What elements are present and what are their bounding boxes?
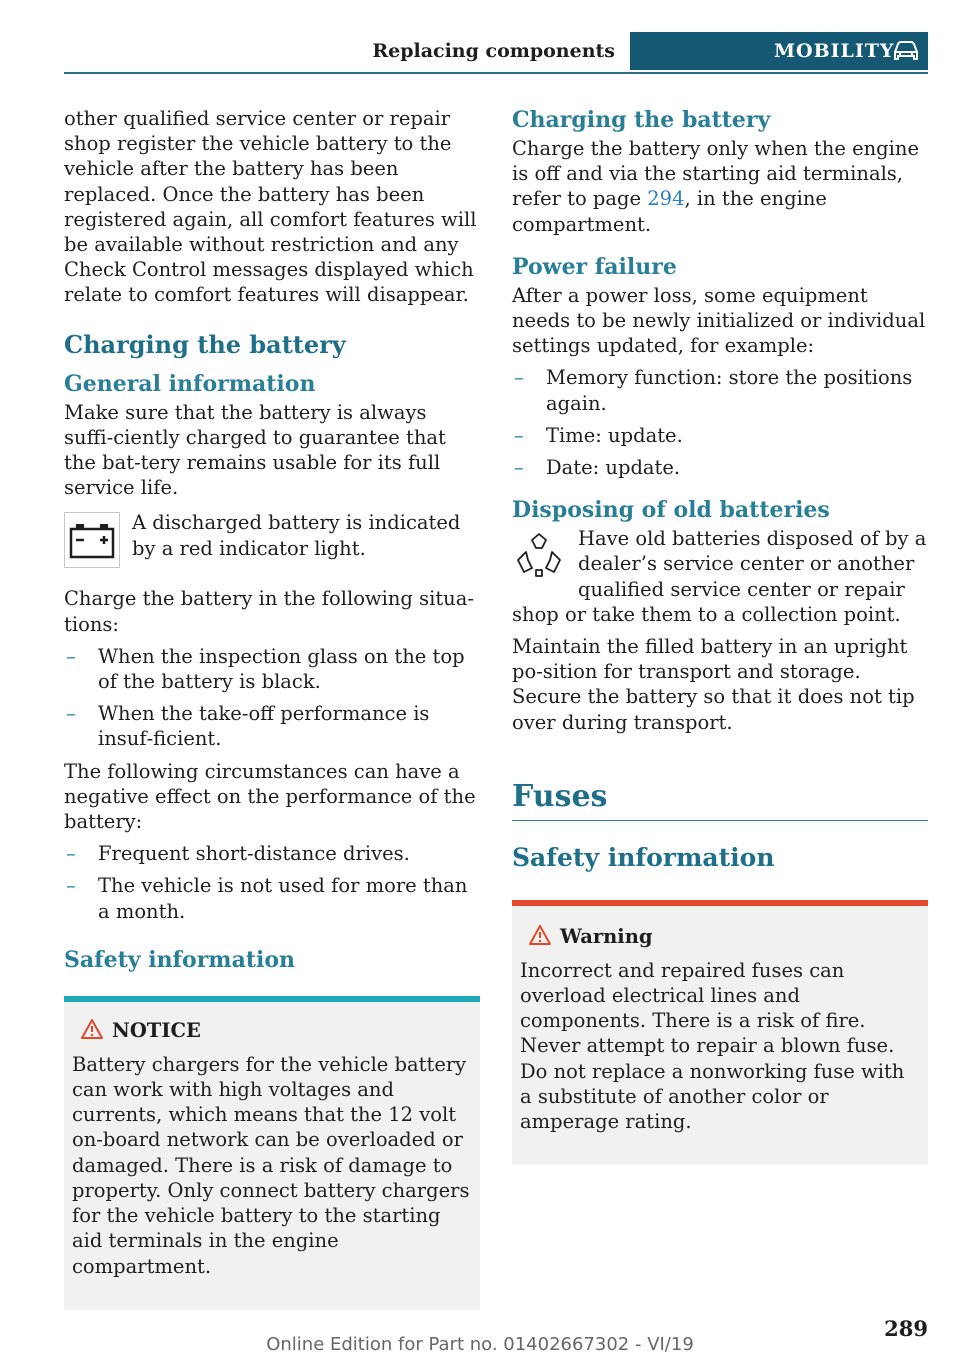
warning-triangle-icon <box>80 1018 104 1044</box>
chapter-label: MOBILITY <box>774 40 895 62</box>
recycle-icon <box>512 530 566 584</box>
left-column <box>64 106 480 1310</box>
circumstances-list <box>64 841 480 924</box>
situations-intro: Charge the battery in the following situa‐tions: <box>64 587 474 636</box>
intro-paragraph: other qualified service center or repair shop register the vehicle battery to the vehicle after the battery has been replaced. Once the battery has been registered again, all comfort features will be available without restriction and any Check Control messages displayed which relate to comfort features will disappear. <box>64 107 477 307</box>
notice-title-row <box>72 1018 472 1044</box>
circumstances-intro: The following circumstances can have a negative effect on the performance of the battery: <box>64 759 476 834</box>
charging-battery-subheading: Charging the battery <box>512 107 771 133</box>
notice-title: NOTICE <box>112 1018 201 1042</box>
general-information-text: Make sure that the battery is always suffi‐ciently charged to guarantee that the bat‐tery remains usable for its full service life. <box>64 400 446 500</box>
safety-information-heading: Safety information <box>64 946 296 973</box>
chapter-tab <box>630 32 928 70</box>
warning-text: Incorrect and repaired fuses can overload electrical lines and components. There is a risk of fire. Never attempt to repair a blown fuse. Do not replace a nonworking fuse with a substitute of another color or amperage rating. <box>520 958 905 1134</box>
disposing-note <box>512 526 928 627</box>
list-item: – When the inspection glass on the top of the battery is black. <box>66 644 465 694</box>
list-item: – Frequent short-distance drives. <box>66 842 410 866</box>
page-reference-link[interactable]: 294 <box>647 187 685 211</box>
notice-text: Battery chargers for the vehicle battery can work with high voltages and currents, which means that the 12 volt on-board network can be overloaded or damaged. There is a risk of damage to property. Only connect battery chargers for the vehicle battery to the starting aid terminals in the engine compartment. <box>72 1052 470 1278</box>
section-title: Replacing components <box>372 40 615 62</box>
maintain-text: Maintain the filled battery in an upright po‐sition for transport and storage. Secure the battery so that it does not tip over during transport. <box>512 635 915 734</box>
right-column <box>512 106 928 1165</box>
notice-box <box>64 996 480 1310</box>
power-failure-text: After a power loss, some equipment needs to be newly initialized or individual settings updated, for example: <box>512 283 926 358</box>
general-information-heading: General information <box>64 370 316 397</box>
disposing-text-full: shop or take them to a collection point. <box>512 602 901 626</box>
list-item: – When the take-off performance is insuf‐ficient. <box>66 702 430 751</box>
fuses-safety-heading: Safety information <box>512 842 775 872</box>
list-item: – The vehicle is not used for more than a month. <box>66 874 468 923</box>
list-item: – Date: update. <box>514 456 681 480</box>
warning-triangle-icon <box>528 924 552 950</box>
fuses-heading: Fuses <box>512 778 608 814</box>
disposing-heading: Disposing of old batteries <box>512 497 830 524</box>
list-item: – Memory function: store the positions again. <box>514 366 913 415</box>
warning-box <box>512 900 928 1165</box>
indicator-text: A discharged battery is indicated by a red indicator light. <box>132 511 461 560</box>
page-number: 289 <box>884 1316 928 1341</box>
car-icon <box>892 38 920 69</box>
disposing-text-indented: Have old batteries disposed of by a dealer’s service center or another qualified service center or repair <box>578 527 927 601</box>
charging-heading: Charging the battery <box>64 329 346 359</box>
page-header <box>64 32 928 74</box>
charging-battery-text: Charge the battery only when the engine is off and via the starting aid terminals, refer to page 294, in the engine compartment. <box>512 137 919 236</box>
power-failure-heading: Power failure <box>512 253 677 280</box>
situations-list <box>64 644 480 752</box>
warning-title: Warning <box>560 924 653 948</box>
warning-title-row <box>520 924 920 950</box>
battery-indicator-note <box>64 510 480 576</box>
battery-icon <box>64 512 120 568</box>
fuses-section-header <box>512 779 928 821</box>
power-failure-list <box>512 365 928 480</box>
list-item: – Time: update. <box>514 423 683 447</box>
edition-footer: Online Edition for Part no. 01402667302 - VI/19 <box>266 1334 694 1355</box>
